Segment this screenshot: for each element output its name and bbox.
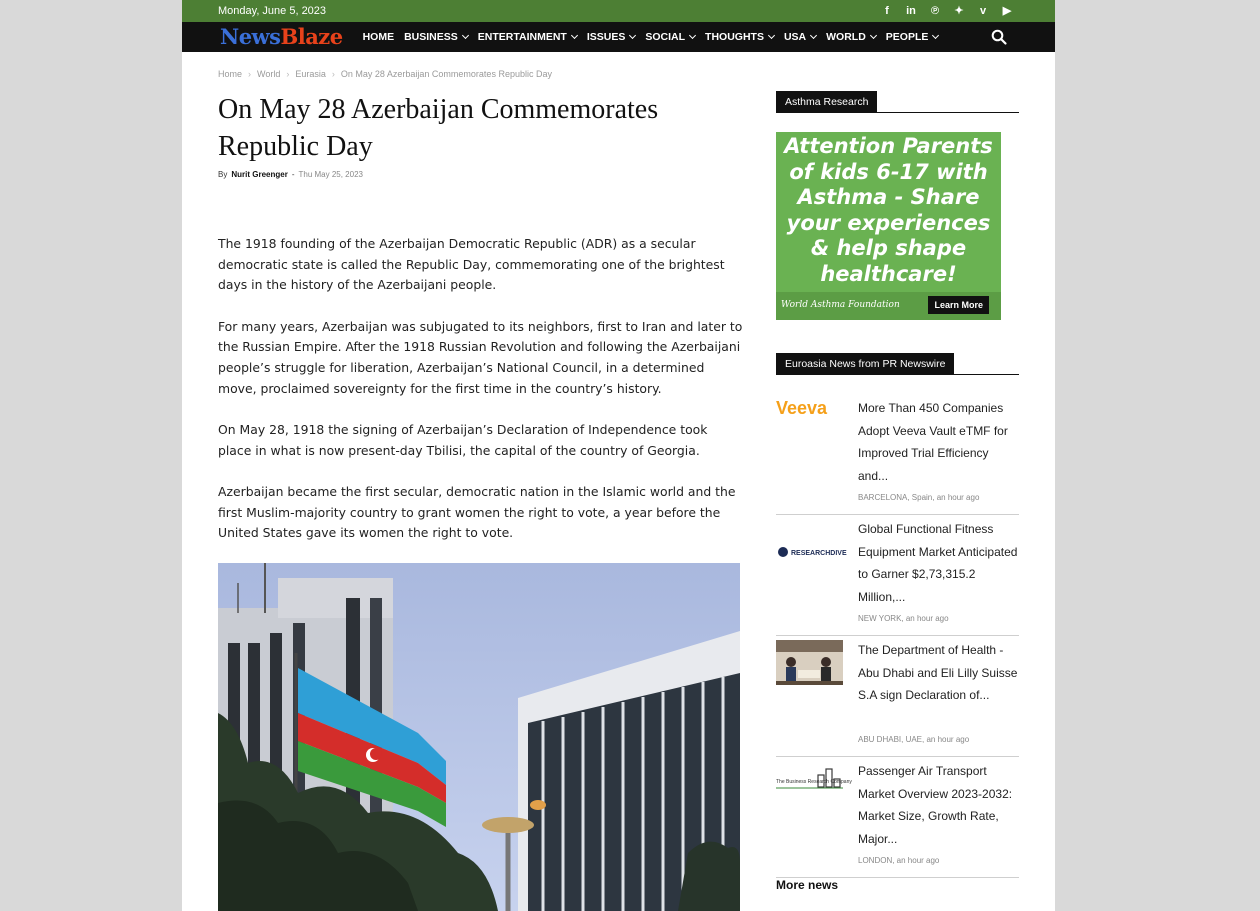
asthma-ad-banner[interactable] bbox=[776, 132, 1001, 320]
breadcrumb-eurasia[interactable]: Eurasia bbox=[295, 69, 326, 79]
news-item[interactable] bbox=[776, 636, 1019, 757]
nav-home[interactable] bbox=[363, 31, 395, 43]
ad-footer bbox=[776, 292, 1001, 320]
nav-usa-label: USA bbox=[783, 31, 807, 43]
breadcrumb-current: On May 28 Azerbaijan Commemorates Republic Day bbox=[340, 69, 552, 79]
facebook-icon[interactable]: f bbox=[885, 5, 889, 17]
search-icon[interactable] bbox=[991, 29, 1007, 45]
nav-menu bbox=[363, 31, 949, 43]
breadcrumb-separator: › bbox=[331, 69, 335, 79]
page bbox=[182, 0, 1055, 911]
breadcrumb-world[interactable]: World bbox=[257, 69, 281, 79]
researchdive-logo-text: RESEARCHDIVE bbox=[791, 550, 847, 557]
main-nav bbox=[182, 22, 1055, 52]
author-link[interactable]: Nurit Greenger bbox=[231, 170, 288, 179]
twitter-icon[interactable]: ✦ bbox=[954, 5, 964, 17]
vimeo-icon[interactable]: v bbox=[979, 5, 987, 17]
asthma-research-heading bbox=[776, 91, 1019, 113]
euroasia-news-heading bbox=[776, 353, 1019, 375]
byline-by: By bbox=[218, 170, 228, 179]
news-title[interactable]: Passenger Air Transport Market Overview 2023-2032: Market Size, Growth Rate, Major... bbox=[858, 764, 1013, 846]
nav-thoughts[interactable] bbox=[705, 31, 774, 43]
chevron-down-icon bbox=[629, 32, 636, 39]
chevron-down-icon bbox=[462, 32, 469, 39]
news-meta: ABU DHABI, UAE, an hour ago bbox=[858, 735, 970, 744]
nav-social-label: SOCIAL bbox=[645, 31, 686, 43]
nav-issues[interactable] bbox=[587, 31, 636, 43]
nav-social[interactable] bbox=[645, 31, 695, 43]
nav-world[interactable] bbox=[826, 31, 876, 43]
news-meta: LONDON, an hour ago bbox=[858, 856, 940, 865]
chevron-down-icon bbox=[810, 32, 817, 39]
social-links bbox=[875, 0, 1019, 22]
breadcrumb-home[interactable]: Home bbox=[218, 69, 243, 79]
youtube-icon[interactable]: ▶ bbox=[1002, 5, 1012, 17]
nav-world-label: WORLD bbox=[826, 31, 866, 43]
current-date: Monday, June 5, 2023 bbox=[218, 5, 327, 17]
nav-issues-label: ISSUES bbox=[586, 31, 626, 43]
article-paragraph: Azerbaijan became the first secular, democratic nation in the Islamic world and the first Muslim-majority country to grant women the right to vote, a year before the United States gave its women the right to vote. bbox=[218, 483, 736, 541]
breadcrumb bbox=[218, 69, 552, 79]
article-paragraph: For many years, Azerbaijan was subjugated to its neighbors, first to Iran and later to the Russian Empire. After the 1918 Russian Revolution and following the Azerbaijani people’s struggle for liberation, Azerbaijan’s National Council, in a determined move, proclaimed sovereignty for the first time in the country’s history. bbox=[218, 318, 743, 396]
nav-thoughts-label: THOUGHTS bbox=[705, 31, 764, 43]
breadcrumb-separator: › bbox=[286, 69, 290, 79]
asthma-research-label: Asthma Research bbox=[776, 91, 877, 113]
article-byline bbox=[218, 170, 363, 179]
nav-entertainment-label: ENTERTAINMENT bbox=[477, 31, 567, 43]
nav-business[interactable] bbox=[404, 31, 468, 43]
news-meta: NEW YORK, an hour ago bbox=[858, 614, 949, 623]
nav-business-label: BUSINESS bbox=[404, 31, 458, 43]
ad-headline: Attention Parents of kids 6-17 with Asthma - Share your experiences & help shape healthcare! bbox=[784, 134, 993, 286]
euroasia-news-label: Euroasia News from PR Newswire bbox=[776, 353, 954, 375]
site-logo[interactable] bbox=[220, 22, 343, 52]
nav-people-label: PEOPLE bbox=[885, 31, 929, 43]
ad-foundation: World Asthma Foundation bbox=[781, 300, 900, 310]
nav-usa[interactable] bbox=[784, 31, 816, 43]
pinterest-icon[interactable]: ℗ bbox=[930, 5, 940, 17]
logo-blaze: Blaze bbox=[280, 24, 343, 49]
news-item[interactable] bbox=[776, 757, 1019, 878]
news-title[interactable]: The Department of Health - Abu Dhabi and Eli Lilly Suisse S.A sign Declaration of... bbox=[858, 643, 1018, 703]
chevron-down-icon bbox=[571, 32, 578, 39]
brc-logo-text: The Business Research Company bbox=[776, 779, 852, 785]
nav-entertainment[interactable] bbox=[478, 31, 577, 43]
article-body bbox=[218, 234, 743, 564]
article-paragraph: The 1918 founding of the Azerbaijan Democratic Republic (ADR) as a secular democratic state is called the Republic Day, commemorating one of the brightest days in the history of the Azerbaijani people. bbox=[218, 236, 725, 293]
news-item[interactable] bbox=[776, 515, 1019, 636]
nav-home-label: HOME bbox=[362, 31, 395, 43]
linkedin-icon[interactable]: in bbox=[906, 5, 916, 17]
news-title[interactable]: Global Functional Fitness Equipment Market Anticipated to Garner $2,73,315.2 Million,... bbox=[858, 522, 1018, 604]
researchdive-logo bbox=[776, 537, 847, 582]
chevron-down-icon bbox=[870, 32, 877, 39]
article-date: Thu May 25, 2023 bbox=[298, 170, 363, 179]
breadcrumb-separator: › bbox=[248, 69, 252, 79]
news-item[interactable] bbox=[776, 394, 1019, 515]
article-title: On May 28 Azerbaijan Commemorates Republic Day bbox=[218, 94, 659, 162]
news-meta: BARCELONA, Spain, an hour ago bbox=[858, 493, 980, 502]
veeva-logo-text: Veeva bbox=[776, 398, 828, 418]
chevron-down-icon bbox=[932, 32, 939, 39]
nav-people[interactable] bbox=[886, 31, 939, 43]
news-thumbnail-image bbox=[776, 640, 843, 685]
more-news-link[interactable]: More news bbox=[776, 878, 839, 892]
chevron-down-icon bbox=[768, 32, 775, 39]
news-title[interactable]: More Than 450 Companies Adopt Veeva Vault eTMF for Improved Trial Efficiency and... bbox=[858, 401, 1008, 483]
top-bar bbox=[182, 0, 1055, 22]
business-research-company-logo bbox=[776, 765, 852, 810]
article-hero-image bbox=[218, 563, 740, 911]
logo-news: News bbox=[220, 24, 281, 49]
article-paragraph: On May 28, 1918 the signing of Azerbaijan’s Declaration of Independence took place in what is now present-day Tbilisi, the capital of the country of Georgia. bbox=[218, 421, 708, 458]
veeva-logo bbox=[776, 396, 843, 441]
byline-separator: - bbox=[291, 170, 295, 179]
learn-more-button[interactable]: Learn More bbox=[928, 296, 989, 314]
chevron-down-icon bbox=[689, 32, 696, 39]
